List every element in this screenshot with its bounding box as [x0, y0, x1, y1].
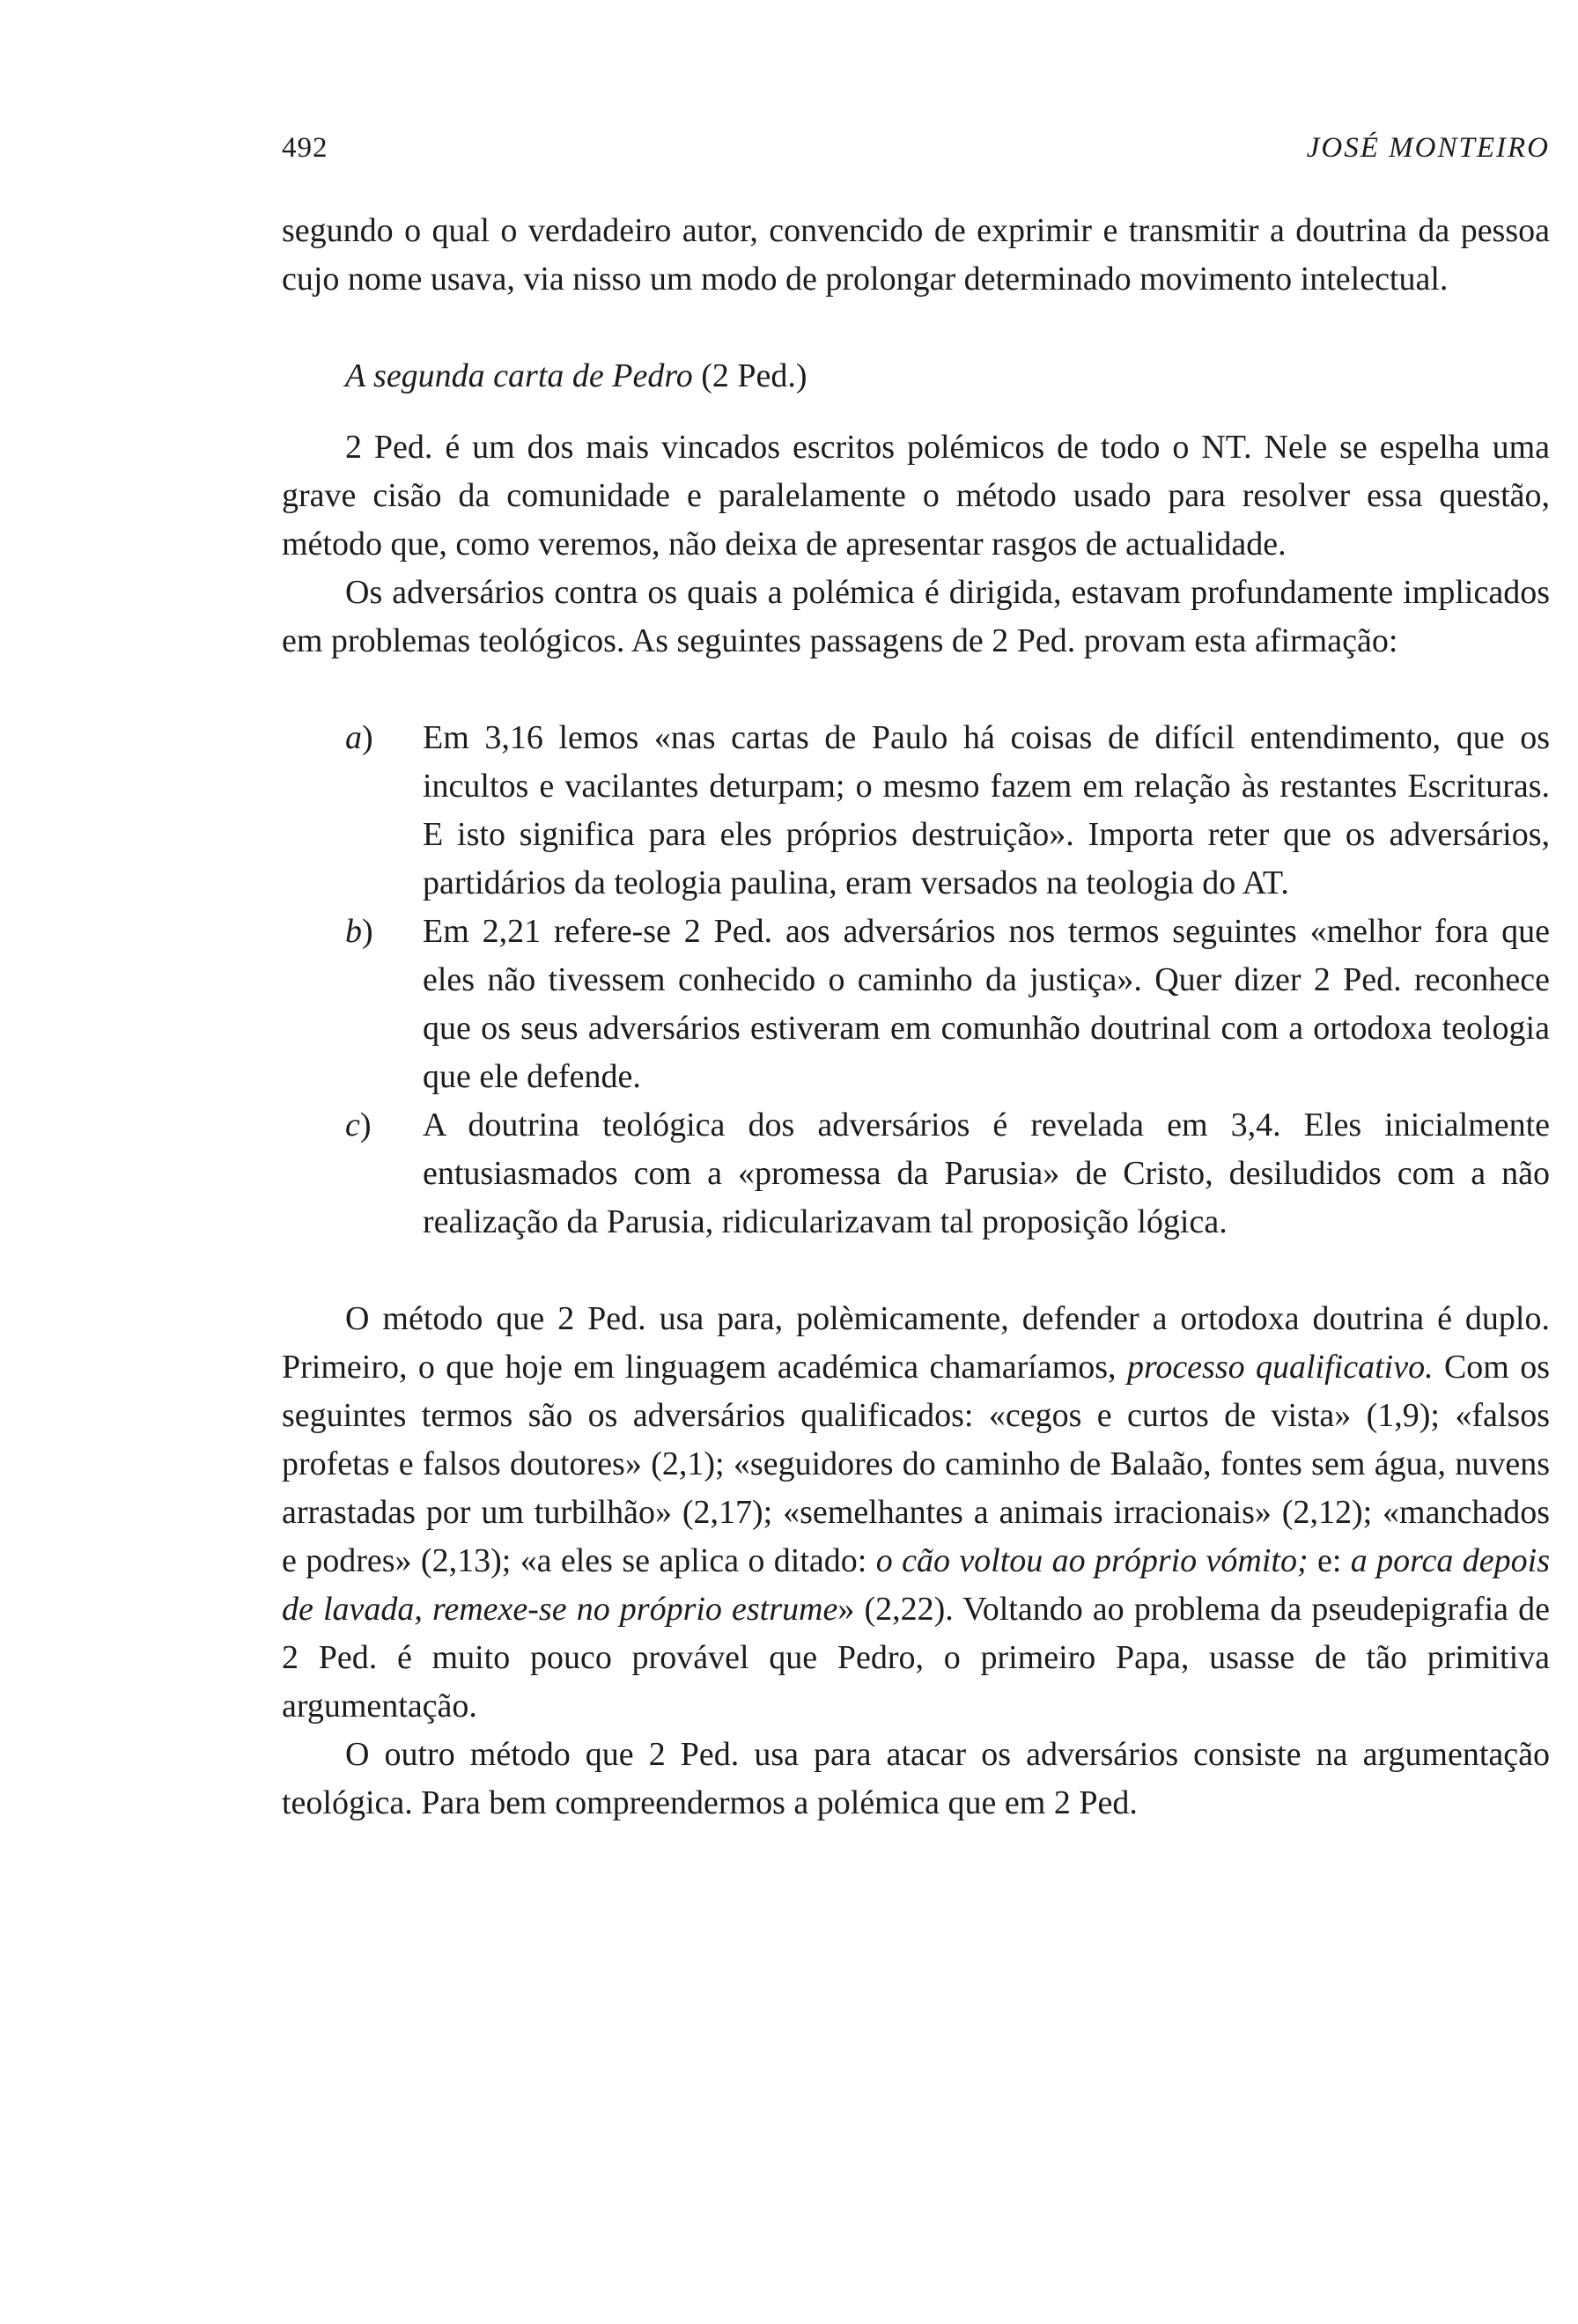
- paragraph-other-method: O outro método que 2 Ped. usa para atacar os adversários consiste na argumentação teológica. Para bem compreendermos a polémica que em 2 Ped.: [282, 1736, 1550, 1821]
- list-item-text: A doutrina teológica dos adversários é revelada em 3,4. Eles inicialmente entusiasmados com a «promessa da Parusia» de Cristo, desiludidos com a não realização da Parusia, ridicularizavam tal proposição lógica.: [423, 1107, 1550, 1240]
- paragraph-method: O método que 2 Ped. usa para, polèmicamente, defender a ortodoxa doutrina é duplo. Primeiro, o que hoje em linguagem académica chamaríamos, processo qualificativo. Com os seguintes termos são os adversários qualificados: «cegos e curtos de vista» (1,9); «falsos profetas e falsos doutores» (2,1); «seguidores do caminho de Balaão, fontes sem água, nuvens arrastadas por um turbilhão» (2,17); «semelhantes a animais irracionais» (2,12); «manchados e podres» (2,13); «a eles se aplica o ditado: o cão voltou ao próprio vómito; e: a porca depois de lavada, remexe-se no próprio estrume» (2,22). Voltando ao problema da pseudepigrafia de 2 Ped. é muito pouco provável que Pedro, o primeiro Papa, usasse de tão primitiva argumentação.: [282, 1300, 1551, 1725]
- passage-list: [282, 714, 1550, 1247]
- list-item: [282, 714, 1550, 908]
- running-head: [282, 132, 1550, 165]
- section-heading-title: A segunda carta de Pedro: [345, 357, 693, 394]
- section-heading-abbrev: (2 Ped.): [692, 357, 807, 394]
- paragraph-continuation: segundo o qual o verdadeiro autor, convencido de exprimir e transmitir a doutrina da pessoa cujo nome usava, via nisso um modo de prolongar determinado movimento intelectual.: [282, 212, 1550, 298]
- body-text: [282, 207, 1550, 1828]
- list-item: [282, 908, 1550, 1101]
- list-marker: b): [345, 913, 373, 950]
- page: [282, 132, 1550, 1828]
- section-heading: [282, 352, 1550, 401]
- list-item-text: Em 2,21 refere-se 2 Ped. aos adversários nos termos seguintes «melhor fora que eles não tivessem conhecido o caminho da justiça». Quer dizer 2 Ped. reconhece que os seus adversários estiveram em comunhão doutrinal com a ortodoxa teologia que ele defende.: [423, 913, 1550, 1095]
- list-marker: a): [345, 719, 373, 756]
- list-marker: c): [345, 1107, 372, 1144]
- paragraph-intro: 2 Ped. é um dos mais vincados escritos polémicos de todo o NT. Nele se espelha uma grave cisão da comunidade e paralelamente o método usado para resolver essa questão, método que, como veremos, não deixa de apresentar rasgos de actualidade.: [282, 429, 1550, 563]
- paragraph-adversaries: Os adversários contra os quais a polémica é dirigida, estavam profundamente implicados em problemas teológicos. As seguintes passagens de 2 Ped. provam esta afirmação:: [282, 574, 1550, 659]
- list-item: [282, 1101, 1550, 1247]
- list-item-text: Em 3,16 lemos «nas cartas de Paulo há coisas de difícil entendimento, que os incultos e vacilantes deturpam; o mesmo fazem em relação às restantes Escrituras. E isto significa para eles próprios destruição». Importa reter que os adversários, partidários da teologia paulina, eram versados na teologia do AT.: [423, 719, 1550, 901]
- running-head-author: JOSÉ MONTEIRO: [1306, 132, 1550, 164]
- page-number: 492: [282, 132, 328, 164]
